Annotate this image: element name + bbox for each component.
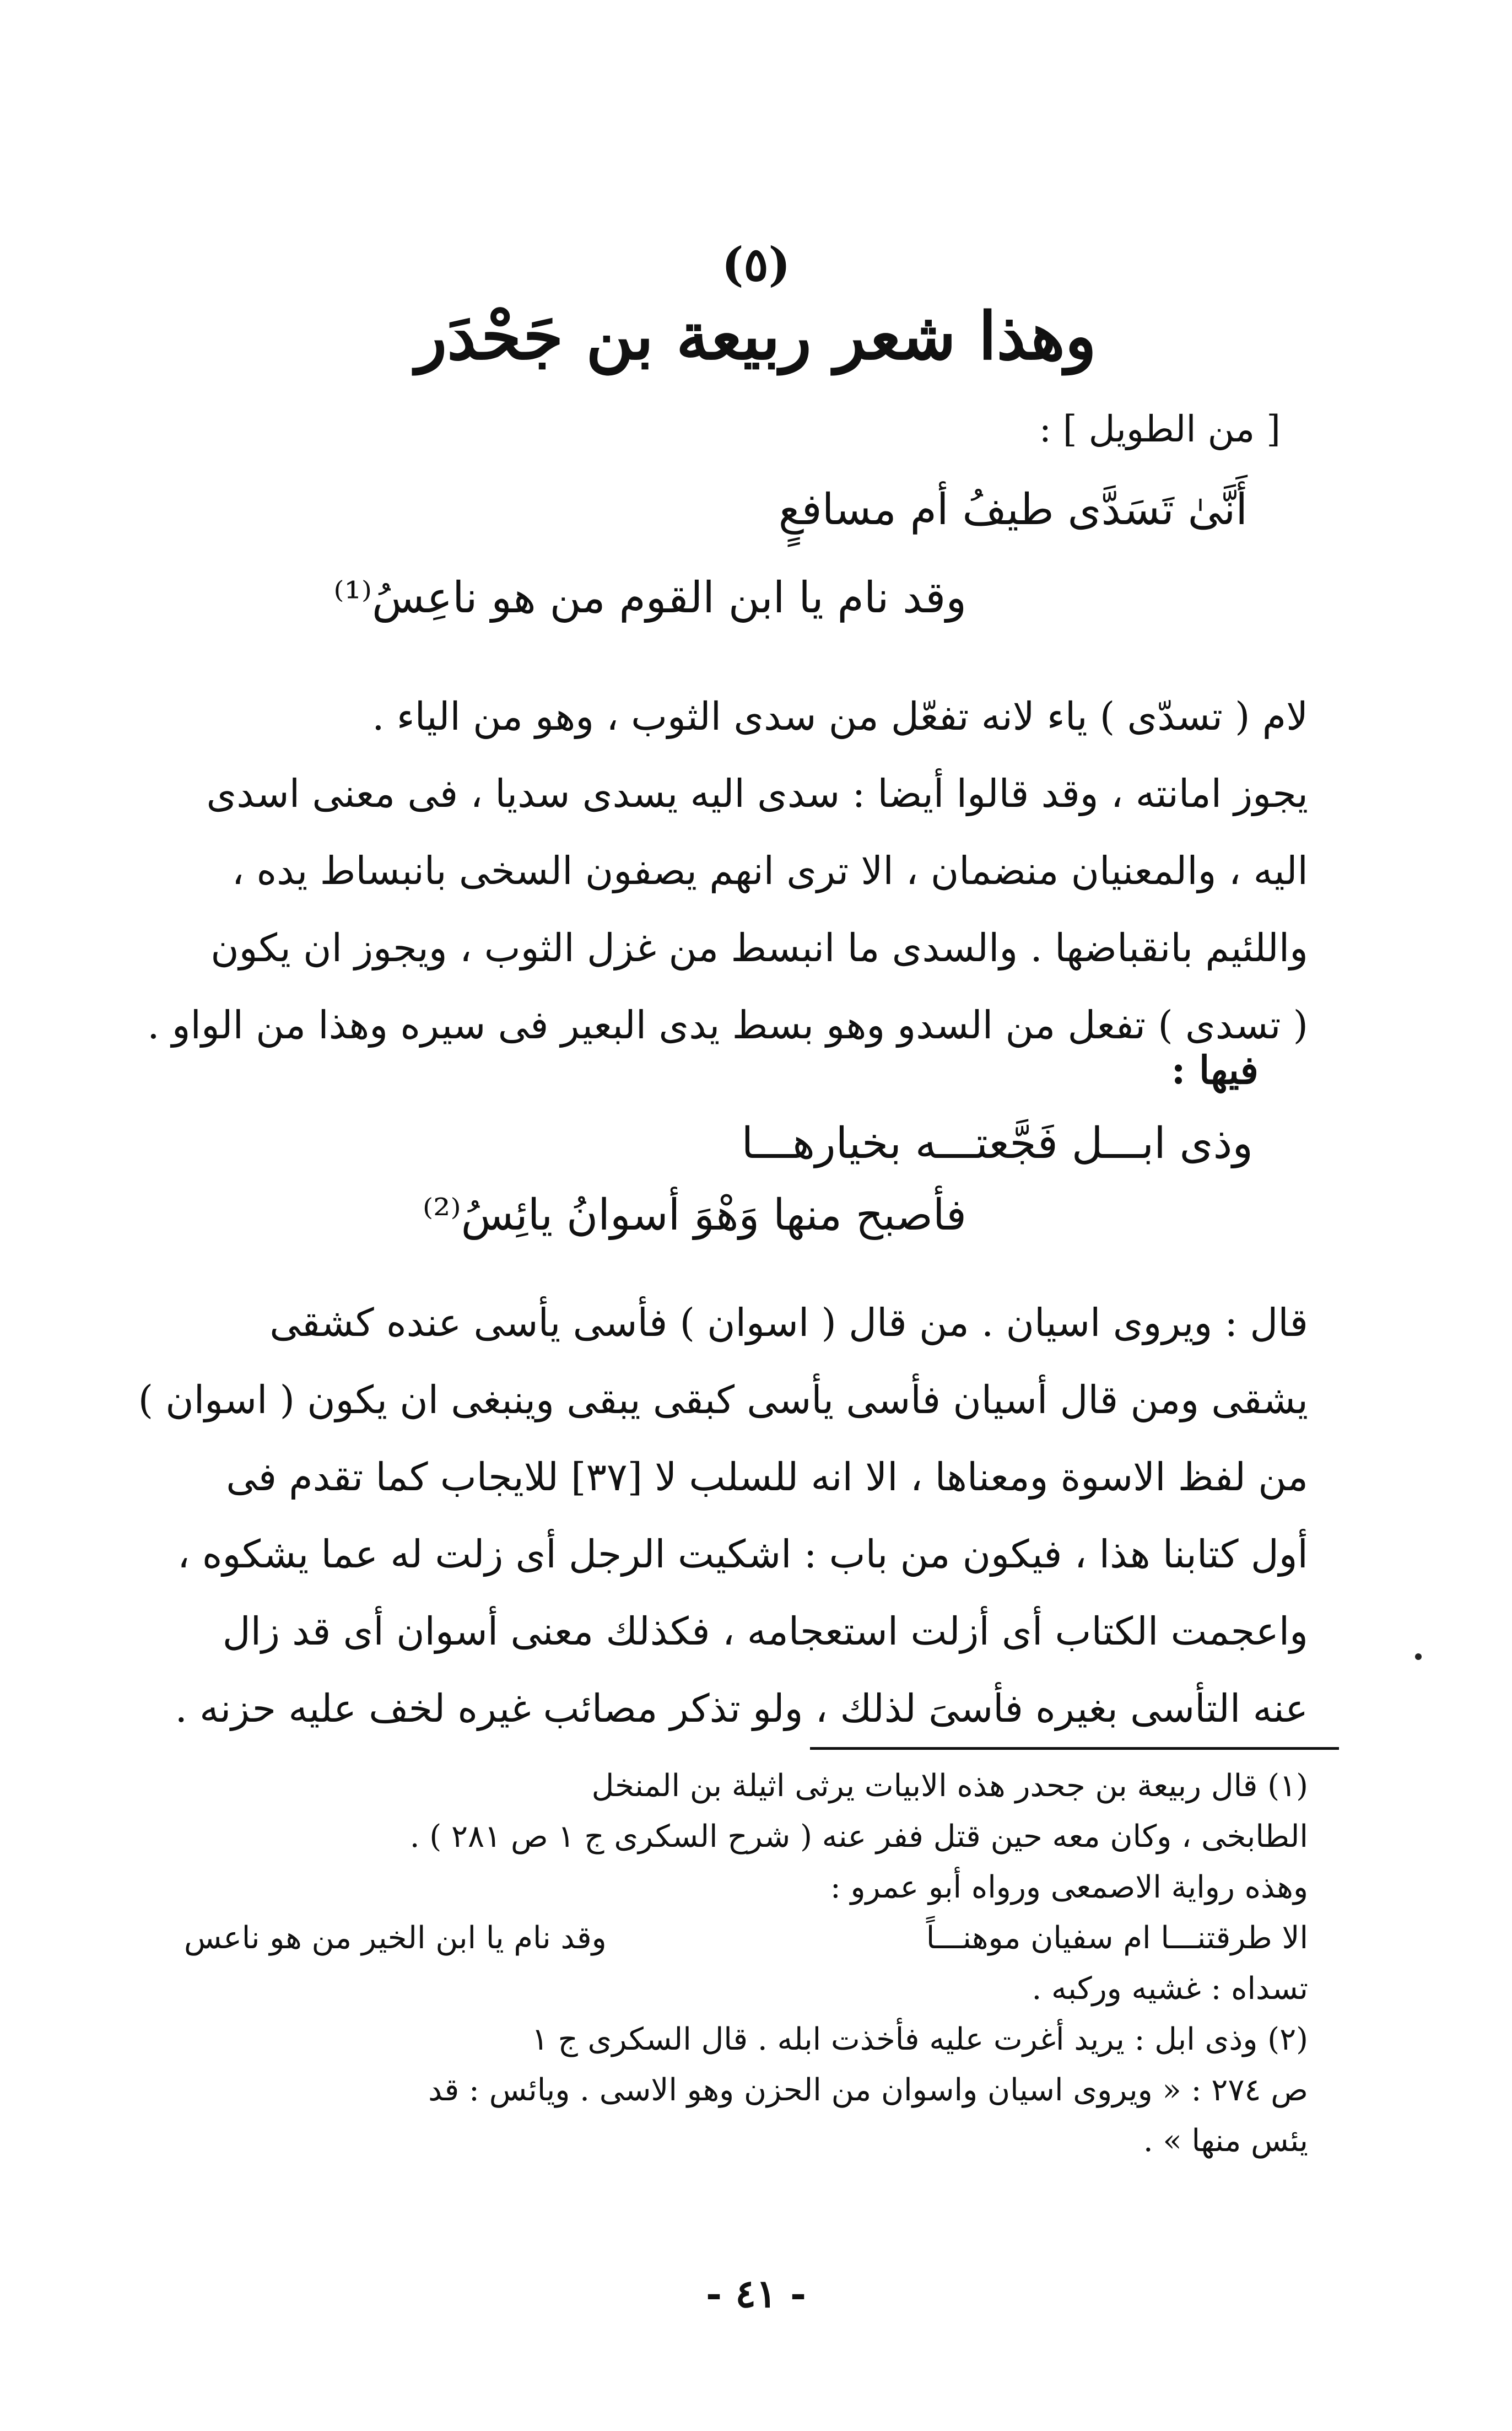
- margin-dot: [1415, 1653, 1422, 1660]
- footnote1-verse-left: وقد نام يا ابن الخير من هو ناعس: [184, 1920, 607, 1956]
- paragraph-line: واللئيم بانقباضها . والسدى ما انبسط من غزل الثوب ، ويجوز ان يكون: [210, 925, 1308, 971]
- section-number: (٥): [721, 237, 791, 292]
- verse1-line1: أَنَّىٰ تَسَدَّى طيفُ أم مسافعٍ: [778, 485, 1248, 535]
- paragraph-line: ( تسدى ) تفعل من السدو وهو بسط يدى البعير فى سيره وهذا من الواو .: [147, 1002, 1308, 1048]
- footnote1-verse: [184, 1913, 1308, 1964]
- paragraph-line: عنه التأسى بغيره فأسىَ لذلك ، ولو تذكر مصائب غيره لخف عليه حزنه .: [175, 1686, 1308, 1731]
- fiha-label: فيها :: [1171, 1047, 1259, 1093]
- verse2-line1: وذى ابـــل فَجَّعتـــه بخيارهـــا: [741, 1119, 1253, 1168]
- verse2-line2: فأصبح منها وَهْوَ أسوانُ يائِسُ⁽²⁾: [423, 1190, 966, 1240]
- meter-label: [ من الطويل ] :: [1039, 408, 1281, 450]
- footnote1-line: (١) قال ربيعة بن جحدر هذه الابيات يرثى اثيلة بن المنخل: [591, 1768, 1308, 1804]
- footnote-divider: [810, 1747, 1339, 1750]
- footnote2-line: (٢) وذى ابل : يريد أغرت عليه فأخذت ابله . قال السكرى ج ١: [531, 2022, 1308, 2057]
- paragraph-line: يشقى ومن قال أسيان فأسى يأسى كبقى يبقى وينبغى ان يكون ( اسوان ): [138, 1377, 1308, 1422]
- footnote2-line: ص ٢٧٤ : « ويروى اسيان واسوان من الحزن وهو الاسى . ويائس : قد: [428, 2072, 1308, 2108]
- paragraph-line: أول كتابنا هذا ، فيكون من باب : اشكيت الرجل أى زلت له عما يشكوه ،: [177, 1532, 1308, 1577]
- paragraph-line: من لفظ الاسوة ومعناها ، الا انه للسلب لا [٣٧] للايجاب كما تقدم فى: [226, 1454, 1308, 1500]
- footnote2-line: يئس منها » .: [1143, 2123, 1308, 2159]
- paragraph-line: لام ( تسدّى ) ياء لانه تفعّل من سدى الثوب ، وهو من الياء .: [372, 694, 1308, 739]
- footnote1-line: تسداه : غشيه وركبه .: [1032, 1971, 1308, 2007]
- paragraph-line: اليه ، والمعنيان منضمان ، الا ترى انهم يصفون السخى بانبساط يده ،: [231, 848, 1308, 893]
- footnote1-line: وهذه رواية الاصمعى ورواه أبو عمرو :: [830, 1869, 1308, 1905]
- footnotes: [184, 1761, 1308, 2166]
- page-title: وهذا شعر ربيعة بن جَحْدَر: [415, 298, 1097, 374]
- page-number: - ٤١ -: [705, 2271, 807, 2316]
- paragraph-line: يجوز امانته ، وقد قالوا أيضا : سدى اليه يسدى سديا ، فى معنى اسدى: [206, 771, 1308, 816]
- paragraph-line: واعجمت الكتاب أى أزلت استعجامه ، فكذلك معنى أسوان أى قد زال: [222, 1609, 1308, 1654]
- commentary-paragraph-1: [147, 678, 1308, 1064]
- verse1-line2: وقد نام يا ابن القوم من هو ناعِسُ⁽¹⁾: [333, 573, 966, 623]
- commentary-paragraph-2: [138, 1284, 1308, 1747]
- paragraph-line: قال : ويروى اسيان . من قال ( اسوان ) فأسى يأسى عنده كشقى: [269, 1300, 1308, 1345]
- footnote1-verse-right: الا طرقتنـــا ام سفيان موهنـــاً: [926, 1920, 1308, 1956]
- footnote1-line: الطابخى ، وكان معه حين قتل ففر عنه ( شرح السكرى ج ١ ص ٢٨١ ) .: [409, 1819, 1308, 1855]
